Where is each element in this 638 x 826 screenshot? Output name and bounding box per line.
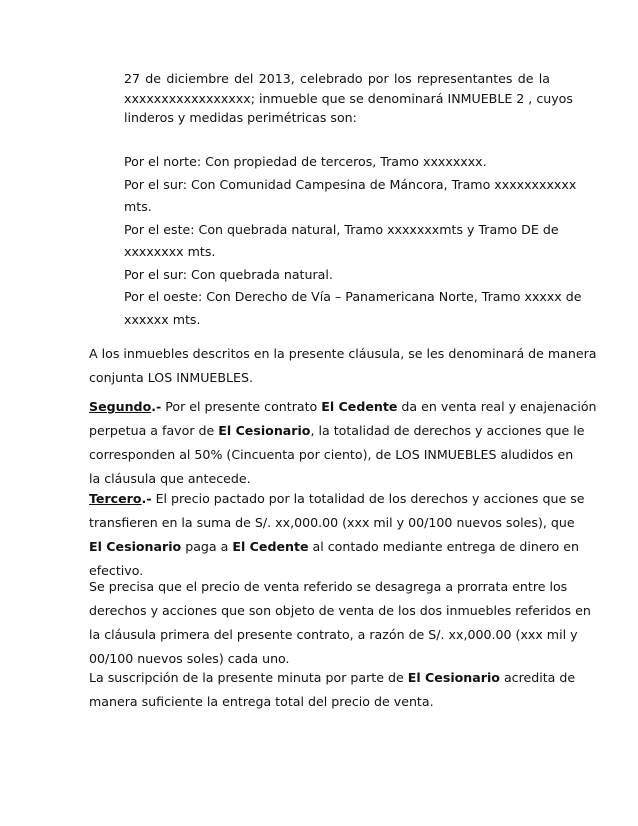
segundo-heading: Segundo	[89, 399, 152, 414]
tercero-text-3: al contado mediante entrega de dinero en	[308, 539, 579, 554]
precisa-line-4: 00/100 nuevos soles) cada uno.	[89, 651, 290, 666]
inmuebles-line-2: conjunta LOS INMUEBLES.	[89, 370, 253, 385]
intro-block	[124, 69, 573, 128]
tercero-cesionario: El Cesionario	[89, 539, 182, 554]
boundary-sur-1: Por el sur: Con Comunidad Campesina de Máncora, Tramo xxxxxxxxxxx	[124, 176, 577, 192]
suscripcion-line-1	[89, 666, 576, 690]
precisa-line-2: derechos y acciones que son objeto de venta de los dos inmuebles referidos en	[89, 603, 591, 618]
boundary-oeste: Por el oeste: Con Derecho de Vía – Panamericana Norte, Tramo xxxxx de	[124, 289, 582, 304]
boundary-este-cont: xxxxxxxx mts.	[124, 244, 216, 259]
tercero-line-1	[89, 487, 585, 511]
tercero-cedente: El Cedente	[232, 539, 309, 554]
paragraph-suscripcion	[89, 666, 576, 714]
boundary-este: Por el este: Con quebrada natural, Tramo xxxxxxxmts y Tramo DE de	[124, 221, 559, 237]
inmuebles-line-1: A los inmuebles descritos en la presente cláusula, se les denominará de manera	[89, 346, 597, 361]
tercero-text-1: El precio pactado por la totalidad de los derechos y acciones que se	[151, 491, 585, 506]
segundo-line-3: corresponden al 50% (Cincuenta por ciento), de LOS INMUEBLES aludidos en	[89, 447, 574, 462]
suscripcion-text-2: acredita de	[499, 670, 576, 685]
segundo-text-4: , la totalidad de derechos y acciones que le	[310, 423, 585, 438]
tercero-line-4: efectivo.	[89, 563, 144, 578]
segundo-text-3: perpetua a favor de	[89, 423, 219, 438]
segundo-line-2	[89, 419, 585, 443]
segundo-text-1: Por el presente contrato	[161, 399, 322, 414]
precisa-line-3: la cláusula primera del presente contrato, a razón de S/. xx,000.00 (xxx mil y	[89, 627, 578, 642]
boundary-oeste-cont: xxxxxx mts.	[124, 311, 201, 327]
tercero-line-3	[89, 535, 579, 559]
boundary-sur-1-cont: mts.	[124, 199, 152, 214]
segundo-cesionario: El Cesionario	[218, 423, 311, 438]
clause-tercero	[89, 487, 585, 583]
boundary-sur-2: Por el sur: Con quebrada natural.	[124, 266, 333, 282]
paragraph-precisa	[89, 575, 591, 671]
precisa-line-1: Se precisa que el precio de venta referido se desagrega a prorrata entre los	[89, 579, 568, 594]
intro-line-3: linderos y medidas perimétricas son:	[124, 110, 357, 125]
clause-segundo	[89, 395, 597, 491]
tercero-text-2: paga a	[181, 539, 233, 554]
tercero-heading: Tercero	[89, 491, 142, 506]
suscripcion-text-1: La suscripción de la presente minuta por parte de	[89, 670, 408, 685]
suscripcion-line-2: manera suficiente la entrega total del precio de venta.	[89, 694, 434, 709]
paragraph-inmuebles	[89, 342, 597, 390]
boundaries-list	[124, 151, 582, 331]
segundo-line-4: la cláusula que antecede.	[89, 471, 251, 486]
segundo-dot: .-	[151, 399, 162, 414]
tercero-line-2: transfieren en la suma de S/. xx,000.00 (xxx mil y 00/100 nuevos soles), que	[89, 515, 575, 530]
boundary-norte: Por el norte: Con propiedad de terceros, Tramo xxxxxxxx.	[124, 154, 487, 169]
intro-line-2: xxxxxxxxxxxxxxxxx; inmueble que se denominará INMUEBLE 2 , cuyos	[124, 90, 573, 106]
segundo-cedente: El Cedente	[321, 399, 398, 414]
segundo-line-1	[89, 395, 597, 419]
tercero-dot: .-	[141, 491, 152, 506]
segundo-text-2: da en venta real y enajenación	[397, 399, 597, 414]
intro-line-1: 27 de diciembre del 2013, celebrado por los representantes de la	[124, 71, 550, 86]
suscripcion-cesionario: El Cesionario	[407, 670, 500, 685]
